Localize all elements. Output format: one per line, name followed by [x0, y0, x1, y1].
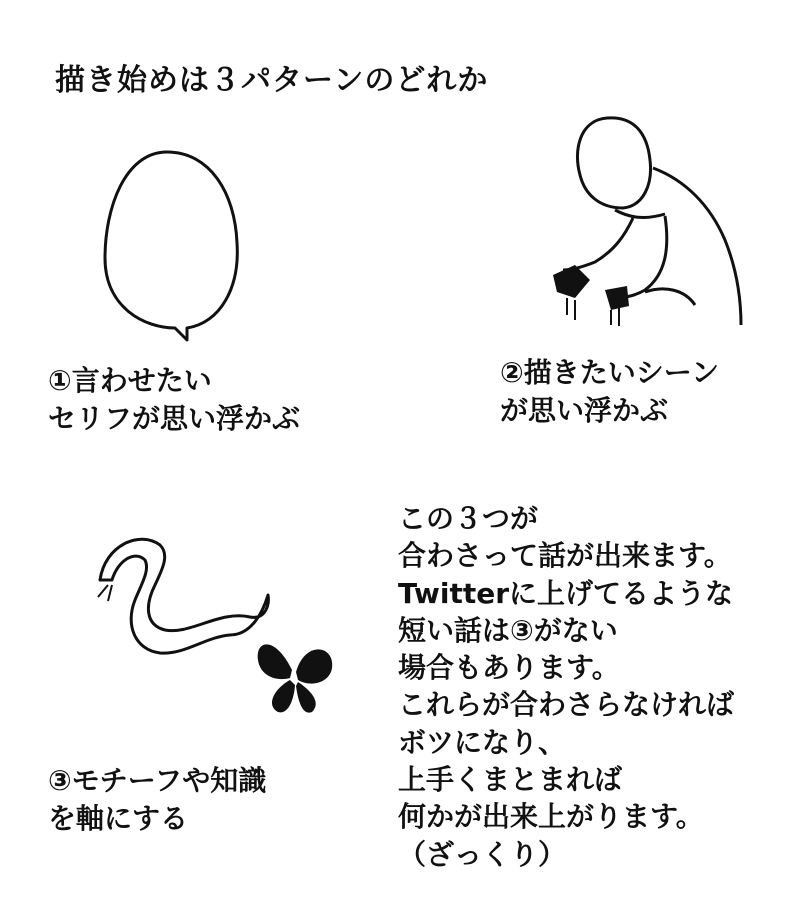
note-line: 上手くまとまれば — [398, 763, 623, 797]
person-scene-icon — [545, 110, 755, 335]
note-line: 合わさって話が出来ます。 — [398, 539, 732, 573]
note-line: この３つが — [398, 502, 539, 535]
speech-bubble-icon — [95, 148, 245, 338]
note-line: これらが合わさらなければ — [398, 688, 735, 722]
note-line: Twitterに上げてるような — [398, 576, 734, 610]
pattern-1-caption — [48, 362, 300, 438]
note-line: （ざっくり） — [398, 837, 567, 871]
pattern-3-line1: ③モチーフや知識 — [48, 764, 267, 797]
note-line: ボツになり、 — [398, 725, 567, 759]
explanation-note — [398, 500, 734, 873]
pattern-1-line2: セリフが思い浮かぶ — [48, 402, 301, 435]
note-line: 何かが出来上がります。 — [398, 800, 704, 834]
pattern-2-line1: ②描きたいシーン — [500, 356, 720, 389]
snake-butterfly-icon — [90, 525, 350, 715]
pattern-2-line2: が思い浮かぶ — [500, 394, 669, 427]
pattern-3-caption — [48, 762, 266, 838]
pattern-1-line1: ①言わせたい — [48, 364, 212, 397]
pattern-2-caption — [500, 354, 719, 430]
note-line: 場合もあります。 — [398, 651, 620, 685]
pattern-3-line2: を軸にする — [48, 802, 189, 835]
note-line: 短い話は③がない — [398, 613, 618, 647]
page-title: 描き始めは３パターンのどれか — [55, 63, 489, 98]
